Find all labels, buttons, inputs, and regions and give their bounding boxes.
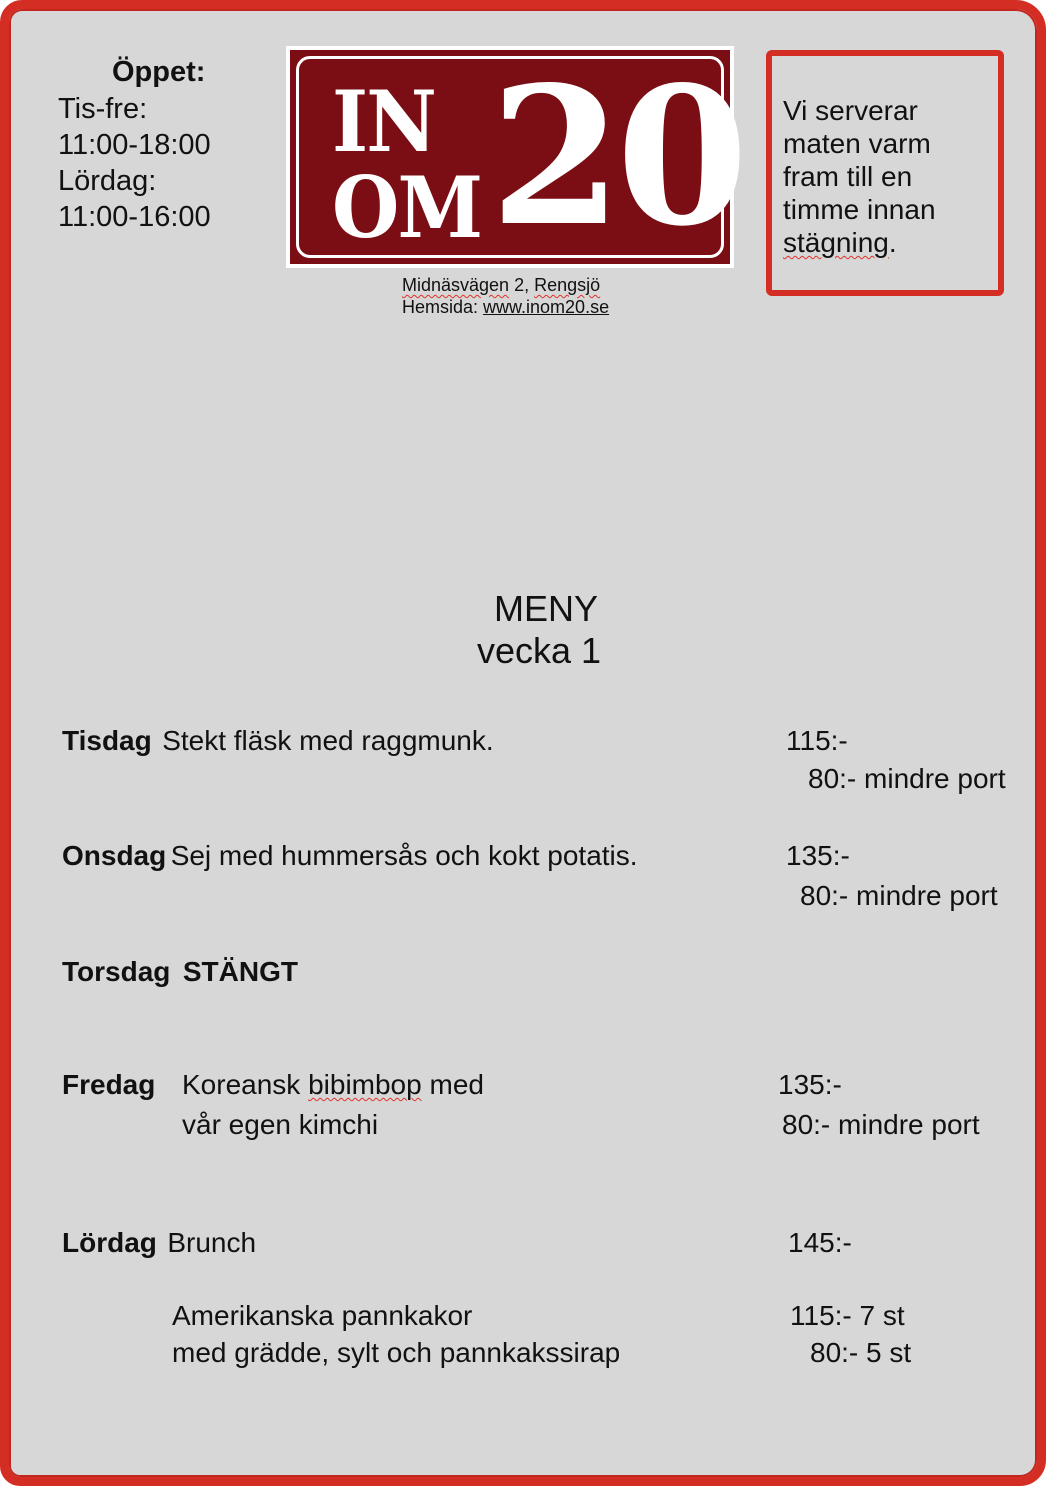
website-link[interactable]: www.inom20.se	[483, 297, 610, 317]
day-label: Tisdag	[62, 725, 152, 756]
pancakes-price-small: 80:- 5 st	[810, 1337, 912, 1368]
logo-om-text: OM	[332, 158, 482, 257]
website-line	[402, 296, 609, 318]
price: 145:-	[788, 1227, 852, 1258]
notice-line: maten varm	[783, 128, 931, 159]
opening-hours-title: Öppet:	[112, 56, 206, 88]
menu-title: MENY	[493, 588, 598, 629]
saturday-hours-time: 11:00-16:00	[58, 201, 211, 233]
menu-row-lordag	[62, 1227, 256, 1259]
notice-misspelled-word: stägning	[783, 227, 889, 258]
dish-line-2: vår egen kimchi	[182, 1109, 379, 1140]
menu-row-tisdag	[62, 725, 494, 757]
price: 135:-	[778, 1069, 842, 1100]
logo-in-text: IN	[332, 72, 436, 171]
serving-notice-box	[766, 50, 1004, 296]
notice-line: Vi serverar	[783, 95, 918, 126]
menu-row-torsdag	[62, 956, 298, 988]
address-line	[402, 274, 600, 296]
day-label: Onsdag	[62, 840, 167, 871]
menu-row-fredag	[62, 1069, 155, 1101]
pancakes-line-2: med grädde, sylt och pannkakssirap	[172, 1337, 621, 1368]
dish-part: Koreansk	[182, 1069, 309, 1100]
day-label: Lördag	[62, 1227, 157, 1258]
day-label: Torsdag	[62, 956, 171, 987]
notice-period: .	[888, 227, 897, 258]
logo	[286, 45, 743, 268]
weekday-hours-time: 11:00-18:00	[58, 129, 211, 161]
serving-notice-text	[783, 94, 936, 259]
website-label: Hemsida:	[402, 297, 484, 317]
day-label: Fredag	[62, 1069, 156, 1100]
weekday-hours-label: Tis-fre:	[58, 93, 148, 125]
small-portion-price: 80:- mindre port	[800, 880, 998, 911]
dish-name: Stekt fläsk med raggmunk.	[162, 725, 494, 756]
saturday-hours-label: Lördag:	[58, 165, 157, 197]
pancakes-line-1: Amerikanska pannkakor	[172, 1300, 473, 1331]
notice-line	[783, 226, 936, 259]
menu-week: vecka 1	[476, 630, 602, 671]
notice-line: timme innan	[783, 194, 936, 225]
pancakes-price-large: 115:- 7 st	[790, 1300, 905, 1331]
closed-label: STÄNGT	[182, 956, 298, 987]
dish-name	[182, 1069, 484, 1101]
address-number: 2,	[509, 275, 535, 295]
dish-name: Sej med hummersås och kokt potatis.	[170, 840, 638, 871]
dish-misspelled-word: bibimbop	[308, 1069, 422, 1100]
small-portion-price: 80:- mindre port	[782, 1109, 980, 1140]
dish-name: Brunch	[167, 1227, 257, 1258]
notice-line: fram till en	[783, 161, 913, 192]
dish-part: med	[421, 1069, 484, 1100]
logo-sign	[290, 45, 743, 268]
price: 115:-	[786, 725, 848, 756]
price: 135:-	[786, 840, 850, 871]
logo-number: 20	[490, 45, 743, 268]
small-portion-price: 80:- mindre port	[808, 763, 1006, 794]
address-town: Rengsjö	[534, 275, 601, 295]
menu-row-onsdag	[62, 840, 638, 872]
address-street: Midnäsvägen	[402, 275, 510, 295]
